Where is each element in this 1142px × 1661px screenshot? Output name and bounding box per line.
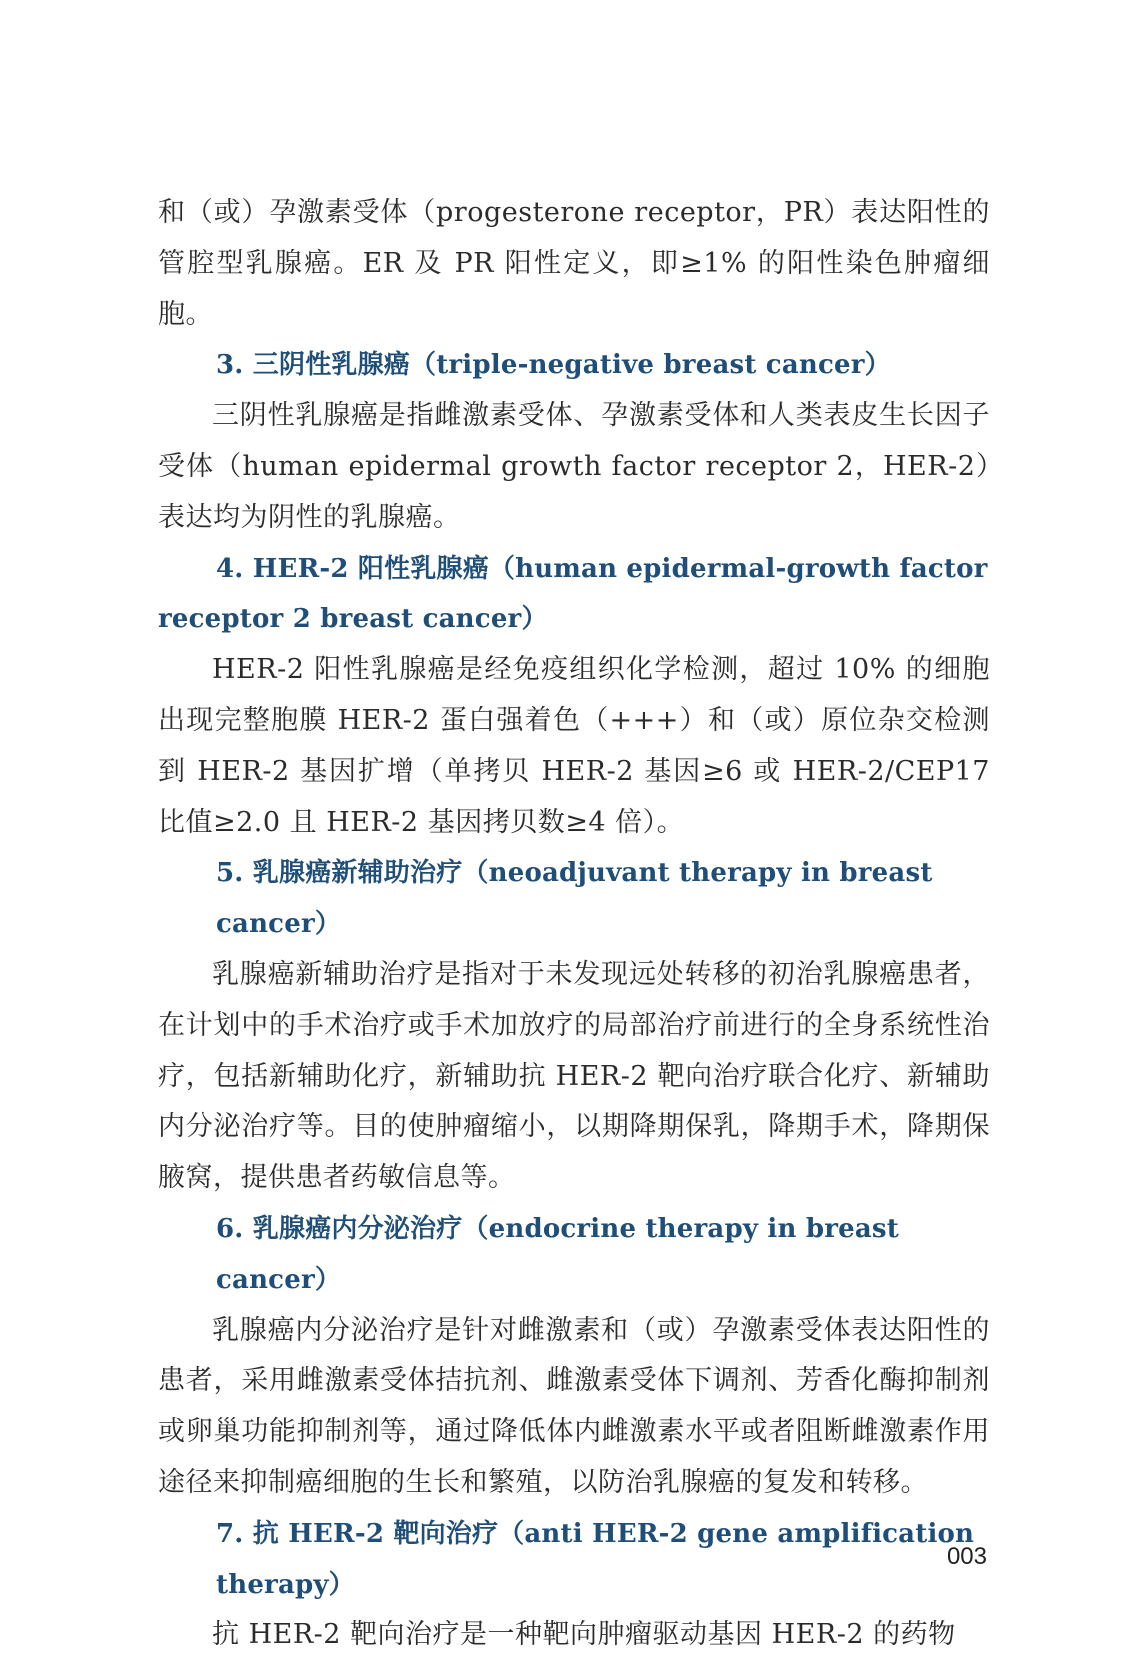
section-heading-3: 3. 三阴性乳腺癌（triple-negative breast cancer）: [216, 350, 891, 381]
paragraph-anti-her2: 抗 HER-2 靶向治疗是一种靶向肿瘤驱动基因 HER-2 的药物: [212, 1619, 956, 1651]
paragraph-triple-negative: 三阴性乳腺癌是指雌激素受体、孕激素受体和人类表皮生长因子受体（human epidermal growth factor receptor 2，HER-2）表达均为阴性的乳腺癌。: [158, 400, 990, 533]
paragraph-neoadjuvant: 乳腺癌新辅助治疗是指对于未发现远处转移的初治乳腺癌患者，在计划中的手术治疗或手术加放疗的局部治疗前进行的全身系统性治疗，包括新辅助化疗，新辅助抗 HER-2 靶向治疗联合化疗、新辅助内分泌治疗等。目的使肿瘤缩小，以期降期保乳，降期手术，降期保腋窝，提供患者药敏信息等。: [158, 958, 990, 1194]
paragraph-endocrine: 乳腺癌内分泌治疗是针对雌激素和（或）孕激素受体表达阳性的患者，采用雌激素受体拮抗剂、雌激素受体下调剂、芳香化酶抑制剂或卵巢功能抑制剂等，通过降低体内雌激素水平或者阻断雌激素作用途径来抑制癌细胞的生长和繁殖，以防治乳腺癌的复发和转移。: [158, 1314, 990, 1498]
section-heading-7: 7. 抗 HER-2 靶向治疗（anti HER-2 gene amplification therapy）: [216, 1518, 975, 1600]
section-heading-5: 5. 乳腺癌新辅助治疗（neoadjuvant therapy in breast cancer）: [216, 858, 933, 940]
page-number: 003: [946, 1543, 987, 1570]
section-heading-6: 6. 乳腺癌内分泌治疗（endocrine therapy in breast cancer）: [216, 1213, 899, 1295]
paragraph-continuation: 和（或）孕激素受体（progesterone receptor，PR）表达阳性的管腔型乳腺癌。ER 及 PR 阳性定义，即≥1% 的阳性染色肿瘤细胞。: [158, 197, 990, 330]
paragraph-her2-positive: HER-2 阳性乳腺癌是经免疫组织化学检测，超过 10% 的细胞出现完整胞膜 HER-2 蛋白强着色（+++）和（或）原位杂交检测到 HER-2 基因扩增（单拷贝 HER-2 基因≥6 或 HER-2/CEP17 比值≥2.0 且 HER-2 基因拷贝数≥4 倍）。: [158, 654, 990, 838]
page-body: [158, 188, 990, 1661]
section-heading-4: [158, 544, 990, 646]
section-heading-4-line2: receptor 2 breast cancer）: [158, 604, 548, 635]
section-heading-4-line1: 4. HER-2 阳性乳腺癌（human epidermal-growth factor: [216, 553, 988, 584]
